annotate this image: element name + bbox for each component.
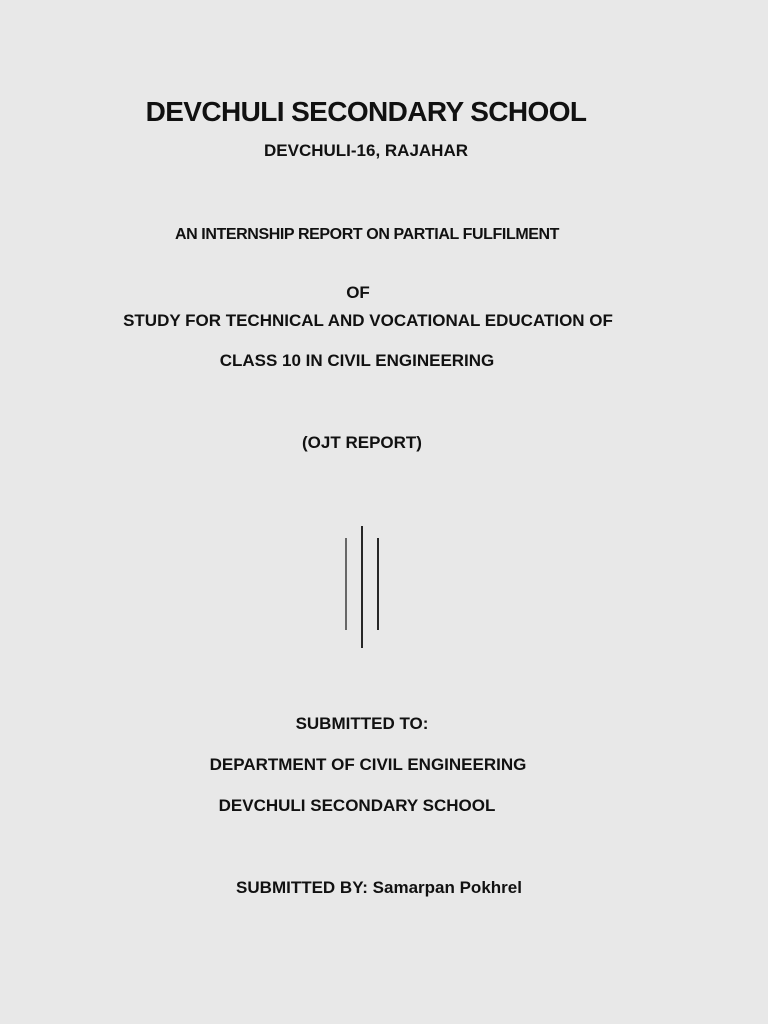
school-name: DEVCHULI SECONDARY SCHOOL bbox=[145, 96, 587, 127]
submitted-by: SUBMITTED BY: Samarpan Pokhrel bbox=[236, 878, 522, 897]
submitted-to-department: DEPARTMENT OF CIVIL ENGINEERING bbox=[209, 755, 527, 774]
submitted-to-label: SUBMITTED TO: bbox=[295, 714, 429, 733]
report-title-line-1: AN INTERNSHIP REPORT ON PARTIAL FULFILMENT bbox=[174, 226, 560, 243]
submitted-to-school: DEVCHULI SECONDARY SCHOOL bbox=[218, 796, 496, 815]
decorative-divider-lines bbox=[340, 524, 384, 650]
report-title-line-2: STUDY FOR TECHNICAL AND VOCATIONAL EDUCATION OF bbox=[123, 311, 613, 330]
school-address: DEVCHULI-16, RAJAHAR bbox=[263, 141, 469, 160]
report-title-of: OF bbox=[346, 283, 370, 302]
report-title-line-3: CLASS 10 IN CIVIL ENGINEERING bbox=[219, 351, 495, 370]
report-type: (OJT REPORT) bbox=[302, 433, 422, 452]
